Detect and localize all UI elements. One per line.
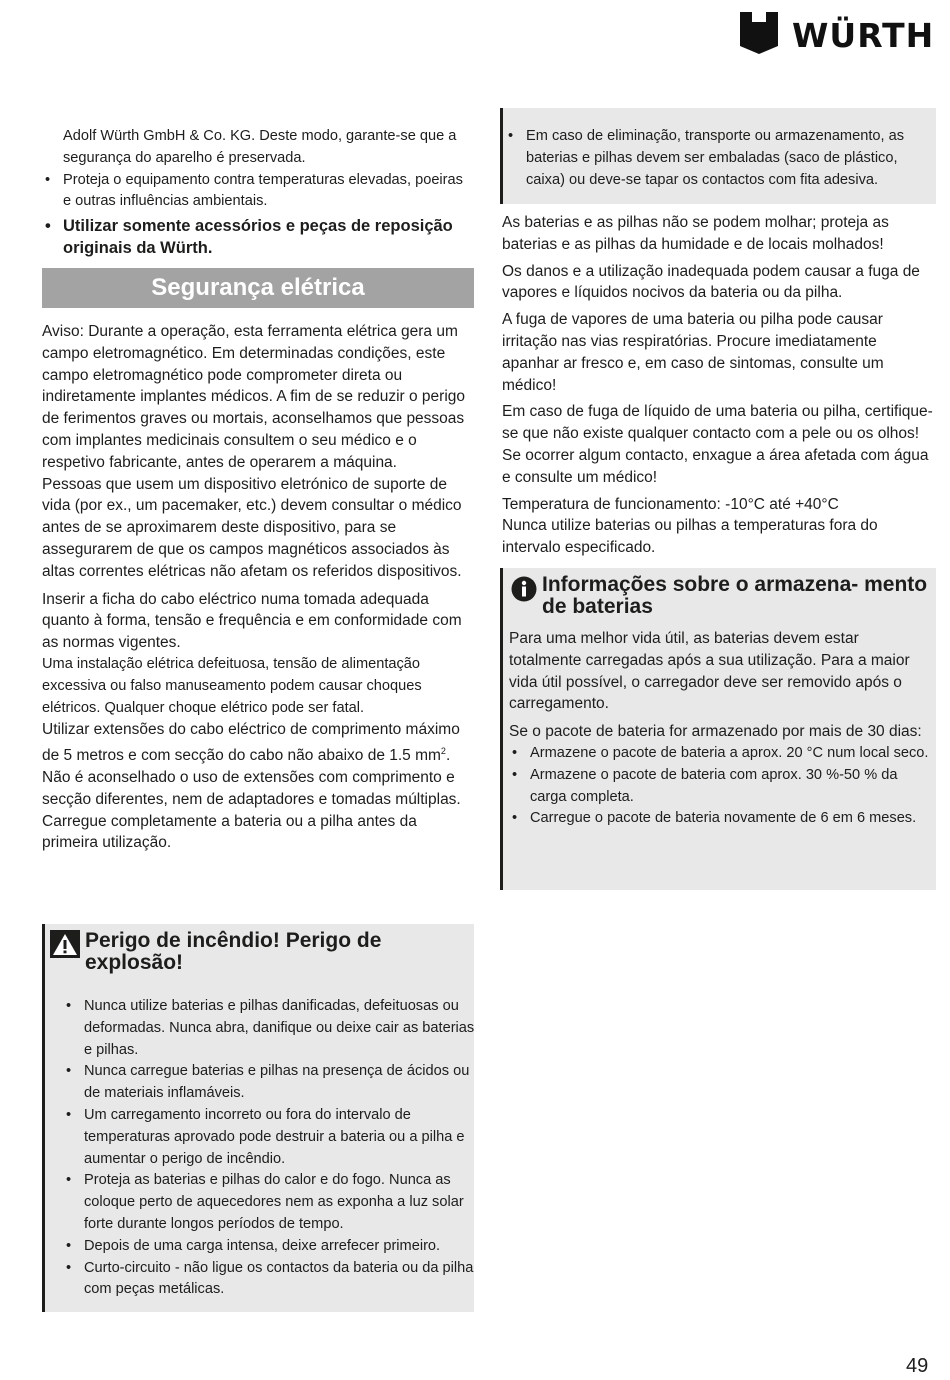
brand-name: WÜRTH (792, 16, 935, 55)
list-item: • Armazene o pacote de bateria com aprox. 30 %-50 % da carga completa. (509, 765, 933, 809)
warning-triangle-icon (50, 930, 80, 958)
list-item: • Proteja o equipamento contra temperaturas elevadas, poeiras e outras influências ambientais. (42, 170, 474, 214)
storage-info-box (500, 568, 936, 890)
info-content (509, 628, 933, 830)
section-title: Segurança elétrica (42, 268, 474, 308)
paragraph: Aviso: Durante a operação, esta ferramenta elétrica gera um campo eletromagnético. Em determinadas condições, este campo eletromagnético pode comprometer direta ou indiretamente implantes médicos. A fim de se reduzir o perigo de ferimentos graves ou mortais, aconselhamos que pessoas com implantes medicinais consultem o seu médico e o respetivo fabricante, antes de operarem a máquina. (42, 323, 466, 471)
warning-title: Perigo de incêndio! Perigo de explosão! (85, 929, 382, 974)
paragraph-extension-cable (42, 719, 474, 810)
list-item: • Proteja as baterias e pilhas do calor e do fogo. Nunca as coloque perto de aquecedores nem as exponha a luz solar forte durante longos períodos de tempo. (63, 1170, 475, 1235)
paragraph: Para uma melhor vida útil, as baterias devem estar totalmente carregadas após a sua utilização. Para a maior vida útil possível, o carregador deve ser removido após o carregamento. (509, 630, 910, 713)
list-item: • Curto-circuito - não ligue os contactos da bateria ou da pilha com peças metálicas. (63, 1258, 475, 1302)
list-item: • Utilizar somente acessórios e peças de reposição originais da Würth. (42, 215, 474, 259)
page-number: 49 (906, 1355, 929, 1377)
electrical-safety-text (42, 321, 474, 854)
paragraph: Os danos e a utilização inadequada podem causar a fuga de vapores e líquidos nocivos da bateria ou da pilha. (502, 262, 920, 302)
info-title: Informações sobre o armazena- mento de baterias (542, 573, 928, 618)
list-item: • Nunca carregue baterias e pilhas na presença de ácidos ou de materiais inflamáveis. (63, 1061, 475, 1105)
list-item: • Nunca utilize baterias e pilhas danificadas, defeituosas ou deformadas. Nunca abra, danifique ou deixe cair as baterias e pilhas. (63, 996, 475, 1061)
wurth-emblem-icon (740, 12, 778, 54)
intro-list (42, 170, 474, 260)
packaging-note-box (500, 108, 936, 204)
intro-continued: Adolf Würth GmbH & Co. KG. Deste modo, garante-se que a segurança do aparelho é preservada. (63, 128, 457, 166)
fire-warning-box (42, 924, 474, 1312)
list-item: • Carregue o pacote de bateria novamente de 6 em 6 meses. (509, 808, 933, 830)
warning-list (63, 996, 475, 1301)
paragraph: Inserir a ficha do cabo eléctrico numa tomada adequada quanto à forma, tensão e frequência e em conformidade com as normas vigentes. (42, 590, 462, 652)
info-icon (511, 576, 537, 602)
paragraph: Temperatura de funcionamento: -10°C até +40°C (502, 495, 839, 513)
text: . Não é aconselhado o uso de extensões com comprimento e secção diferentes, nem de adaptadores e tomadas múltiplas. (42, 747, 461, 808)
paragraph: Carregue completamente a bateria ou a pilha antes da primeira utilização. (42, 812, 417, 852)
text: Utilizar extensões do cabo eléctrico de comprimento máximo de 5 metros e com secção do cabo não abaixo de 1.5 mm (42, 721, 460, 765)
paragraph: Se o pacote de bateria for armazenado por mais de 30 dias: (509, 723, 922, 741)
list-item: • Um carregamento incorreto ou fora do intervalo de temperaturas aprovado pode destruir a bateria ou a pilha e aumentar o perigo de incêndio. (63, 1105, 475, 1170)
paragraph: Nunca utilize baterias ou pilhas a temperaturas fora do intervalo especificado. (502, 517, 878, 557)
list-item: • Em caso de eliminação, transporte ou armazenamento, as baterias e pilhas devem ser embaladas (saco de plástico, caixa) ou deve-se tapar os contactos com fita adesiva. (505, 126, 929, 191)
paragraph: Pessoas que usem um dispositivo eletrónico de suporte de vida (por ex., um pacemaker, etc.) devem consultar o médico antes de se aproximarem deste dispositivo, para se assegurarem de que os campos magnéticos associados às altas correntes elétricas não afetam os referidos dispositivos. (42, 475, 462, 580)
superscript: 2 (440, 746, 446, 757)
intro-block (42, 126, 474, 259)
list-item: • Armazene o pacote de bateria a aprox. 20 °C num local seco. (509, 743, 933, 765)
battery-safety-text (502, 212, 936, 559)
list-item: • Depois de uma carga intensa, deixe arrefecer primeiro. (63, 1236, 475, 1258)
paragraph: Em caso de fuga de líquido de uma bateria ou pilha, certifique-se que não existe qualquer contacto com a pele ou os olhos! Se ocorrer algum contacto, enxague a área afetada com água e consulte um médico! (502, 403, 933, 486)
paragraph: Uma instalação elétrica defeituosa, tensão de alimentação excessiva ou falso manuseamento podem causar choques elétricos. Qualquer choque elétrico pode ser fatal. (42, 655, 422, 716)
wurth-logo (740, 12, 936, 56)
paragraph: As baterias e as pilhas não se podem molhar; proteja as baterias e as pilhas da humidade e de locais molhados! (502, 214, 889, 253)
paragraph: A fuga de vapores de uma bateria ou pilha pode causar irritação nas vias respiratórias. Procure imediatamente apanhar ar fresco e, em caso de sintomas, consulte um médico! (502, 311, 884, 394)
packaging-list (505, 126, 929, 191)
info-list (509, 743, 933, 830)
